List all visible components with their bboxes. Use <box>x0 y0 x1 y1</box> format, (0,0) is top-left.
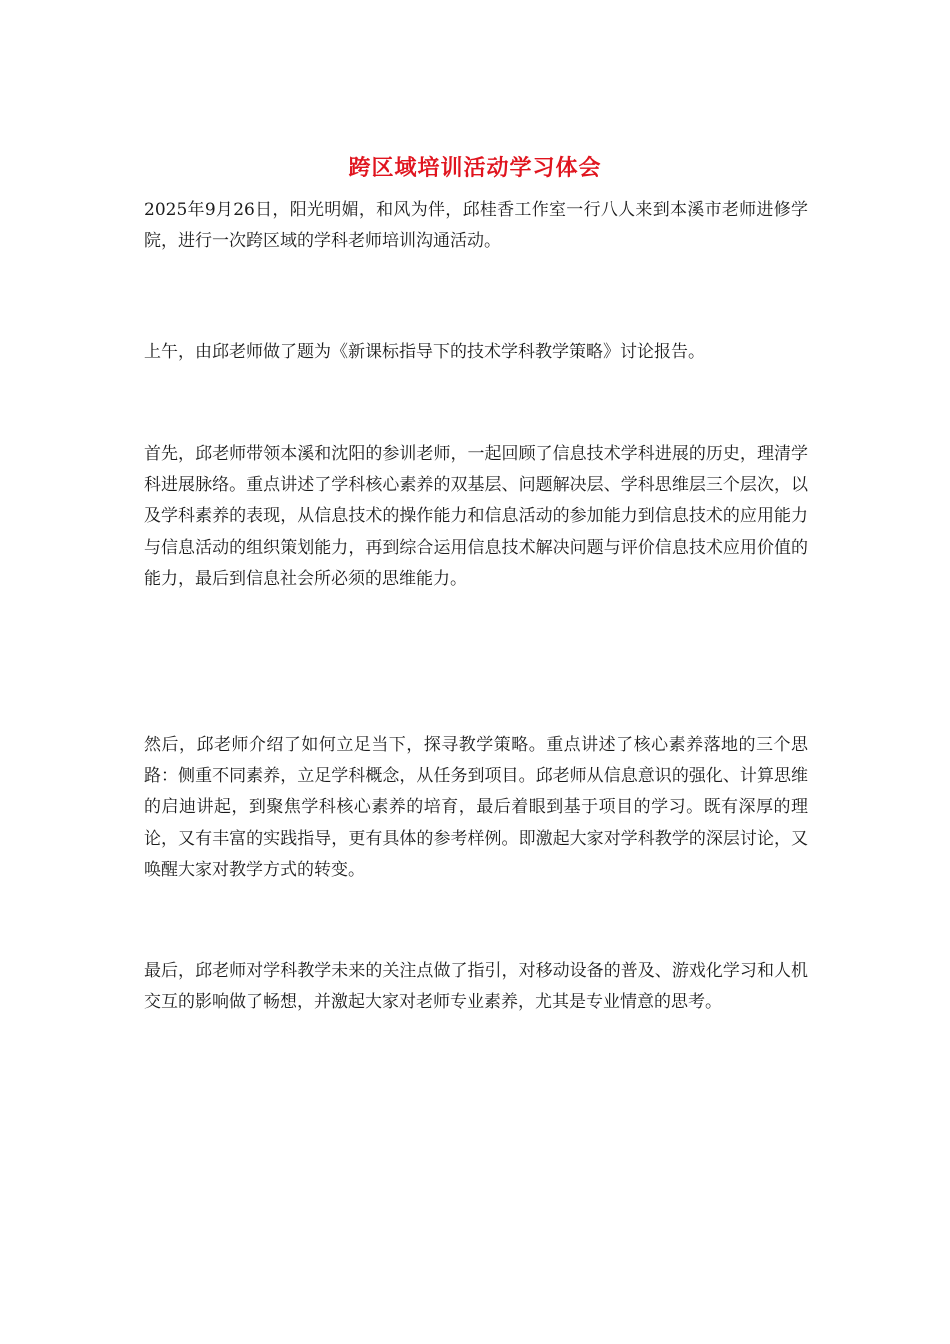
document-title: 跨区域培训活动学习体会 <box>348 155 602 181</box>
paragraph-then: 然后，邱老师介绍了如何立足当下，探寻教学策略。重点讲述了核心素养落地的三个思路：侧重不同素养，立足学科概念，从任务到项目。邱老师从信息意识的强化、计算思维的启迪讲起，到聚焦学科核心素养的培育，最后着眼到基于项目的学习。既有深厚的理论，又有丰富的实践指导，更有具体的参考样例。即激起大家对学科教学的深层讨论，又唤醒大家对教学方式的转变。 <box>144 735 808 880</box>
paragraph-finally: 最后，邱老师对学科教学未来的关注点做了指引，对移动设备的普及、游戏化学习和人机交互的影响做了畅想，并激起大家对老师专业素养，尤其是专业情意的思考。 <box>144 961 808 1013</box>
paragraph-first: 首先，邱老师带领本溪和沈阳的参训老师，一起回顾了信息技术学科进展的历史，理清学科进展脉络。重点讲述了学科核心素养的双基层、问题解决层、学科思维层三个层次，以及学科素养的表现，从信息技术的操作能力和信息活动的参加能力到信息技术的应用能力与信息活动的组织策划能力，再到综合运用信息技术解决问题与评价信息技术应用价值的能力，最后到信息社会所必须的思维能力。 <box>144 444 808 589</box>
paragraph-morning-report: 上午，由邱老师做了题为《新课标指导下的技术学科教学策略》讨论报告。 <box>144 342 705 362</box>
paragraph-intro: 2025年9月26日，阳光明媚，和风为伴，邱桂香工作室一行八人来到本溪市老师进修学院，进行一次跨区域的学科老师培训沟通活动。 <box>144 200 808 252</box>
